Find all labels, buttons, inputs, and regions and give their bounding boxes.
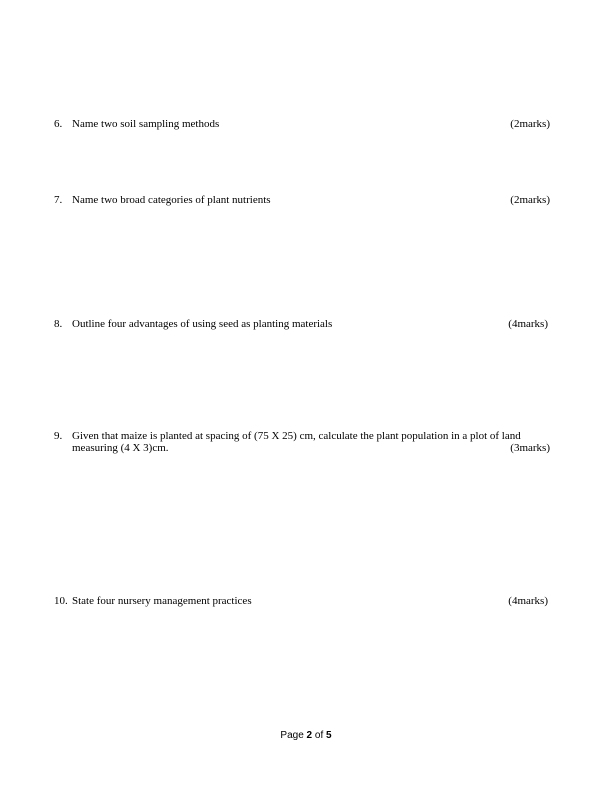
current-page-number: 2 — [306, 730, 313, 741]
question-marks: (4marks) — [508, 318, 548, 330]
question-marks: (2marks) — [510, 194, 550, 206]
question-text: State four nursery management practices — [72, 595, 252, 607]
question-marks: (3marks) — [510, 442, 550, 454]
total-pages-number: 5 — [326, 730, 332, 741]
question-text: Name two soil sampling methods — [72, 118, 220, 130]
question-text-line2: measuring (4 X 3)cm. — [72, 442, 169, 454]
question-text: Name two broad categories of plant nutrients — [72, 194, 271, 206]
page-footer — [0, 730, 612, 742]
page-word: Page — [280, 730, 304, 741]
question-marks: (4marks) — [508, 595, 548, 607]
question-number: 10. — [54, 595, 68, 607]
question-number: 8. — [54, 318, 63, 330]
question-number: 6. — [54, 118, 63, 130]
question-marks: (2marks) — [510, 118, 550, 130]
question-text-line1: Given that maize is planted at spacing of (75 X 25) cm, calculate the plant population in a plot of land — [72, 430, 521, 442]
question-text: Outline four advantages of using seed as planting materials — [72, 318, 333, 330]
question-number: 9. — [54, 430, 63, 442]
of-word: of — [314, 730, 324, 741]
question-number: 7. — [54, 194, 63, 206]
